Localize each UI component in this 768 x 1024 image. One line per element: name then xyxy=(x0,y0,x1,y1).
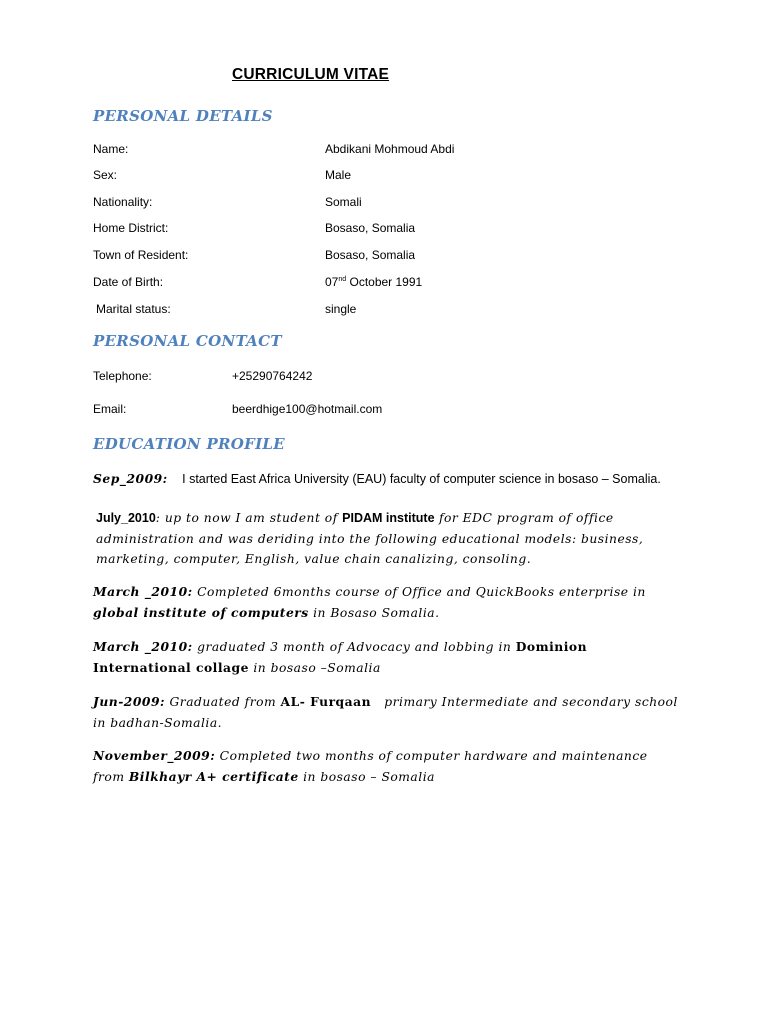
education-date-2: July_2010 xyxy=(96,511,156,525)
value-telephone: +25290764242 xyxy=(232,369,313,383)
label-date-of-birth: Date of Birth: xyxy=(93,275,164,289)
education-entry-2 xyxy=(96,508,676,570)
value-email: beerdhige100@hotmail.com xyxy=(232,402,383,416)
education-text-4a: graduated 3 month of Advocacy and lobbing in xyxy=(192,640,516,654)
education-text-5a: Graduated from xyxy=(165,695,281,709)
value-town-of-resident: Bosaso, Somalia xyxy=(325,248,416,262)
label-marital-status: Marital status: xyxy=(96,302,171,316)
value-marital-status: single xyxy=(325,302,357,316)
education-text-6a: Completed two months of computer hardware and maintenance from xyxy=(93,749,648,784)
education-date-3: March _2010: xyxy=(93,584,193,599)
label-nationality: Nationality: xyxy=(93,195,153,209)
education-institution-5: AL- Furqaan xyxy=(280,694,372,709)
label-home-district: Home District: xyxy=(93,221,169,235)
document-title: CURRICULUM VITAE xyxy=(232,66,390,83)
education-entry-1 xyxy=(93,469,683,489)
education-date-6: November_2009: xyxy=(93,748,216,763)
education-text-3a: Completed 6months course of Office and QuickBooks enterprise in xyxy=(192,585,646,599)
label-town-of-resident: Town of Resident: xyxy=(93,248,189,262)
education-institution-3: global institute of computers xyxy=(93,604,309,620)
education-text-4b: in bosaso –Somalia xyxy=(248,660,381,675)
education-text-3b: in Bosaso Somalia. xyxy=(308,605,440,620)
education-entry-6 xyxy=(93,746,683,787)
education-entry-3 xyxy=(93,582,683,623)
dob-suffix: nd xyxy=(338,276,347,283)
label-telephone: Telephone: xyxy=(93,369,152,383)
section-heading-personal-contact: PERSONAL CONTACT xyxy=(93,332,282,350)
education-institution-4: Dominion International collage xyxy=(93,639,588,675)
education-text-5b: primary Intermediate and secondary school in badhan-Somalia. xyxy=(93,695,683,730)
section-heading-personal-details: PERSONAL DETAILS xyxy=(93,107,273,125)
label-name: Name: xyxy=(93,142,129,156)
value-date-of-birth xyxy=(325,275,422,289)
education-date-1: Sep_2009: xyxy=(93,471,168,486)
value-sex: Male xyxy=(325,168,352,182)
education-text-2a: : up to now I am student of xyxy=(155,511,343,525)
education-date-5: Jun-2009: xyxy=(93,694,166,709)
label-email: Email: xyxy=(93,402,127,416)
value-name: Abdikani Mohmoud Abdi xyxy=(325,142,455,156)
education-text-2b: for EDC program of office administration and was deriding into the following educational models: business, marketing, computer, English, value chain canalizing, consoling. xyxy=(96,511,644,566)
education-entry-4 xyxy=(93,637,683,678)
value-home-district: Bosaso, Somalia xyxy=(325,221,416,235)
dob-rest: October 1991 xyxy=(346,275,423,289)
dob-day: 07 xyxy=(325,275,339,289)
education-date-4: March _2010: xyxy=(93,639,193,654)
value-nationality: Somali xyxy=(325,195,362,209)
education-text-1: I started East Africa University (EAU) faculty of computer science in bosaso – Somalia. xyxy=(182,472,661,486)
section-heading-education-profile: EDUCATION PROFILE xyxy=(93,435,286,453)
education-text-6b: in bosaso – Somalia xyxy=(298,769,435,784)
education-entry-5 xyxy=(93,692,683,733)
label-sex: Sex: xyxy=(93,168,118,182)
education-institution-2: PIDAM institute xyxy=(342,511,435,525)
education-institution-6: Bilkhayr A+ certificate xyxy=(128,768,299,784)
